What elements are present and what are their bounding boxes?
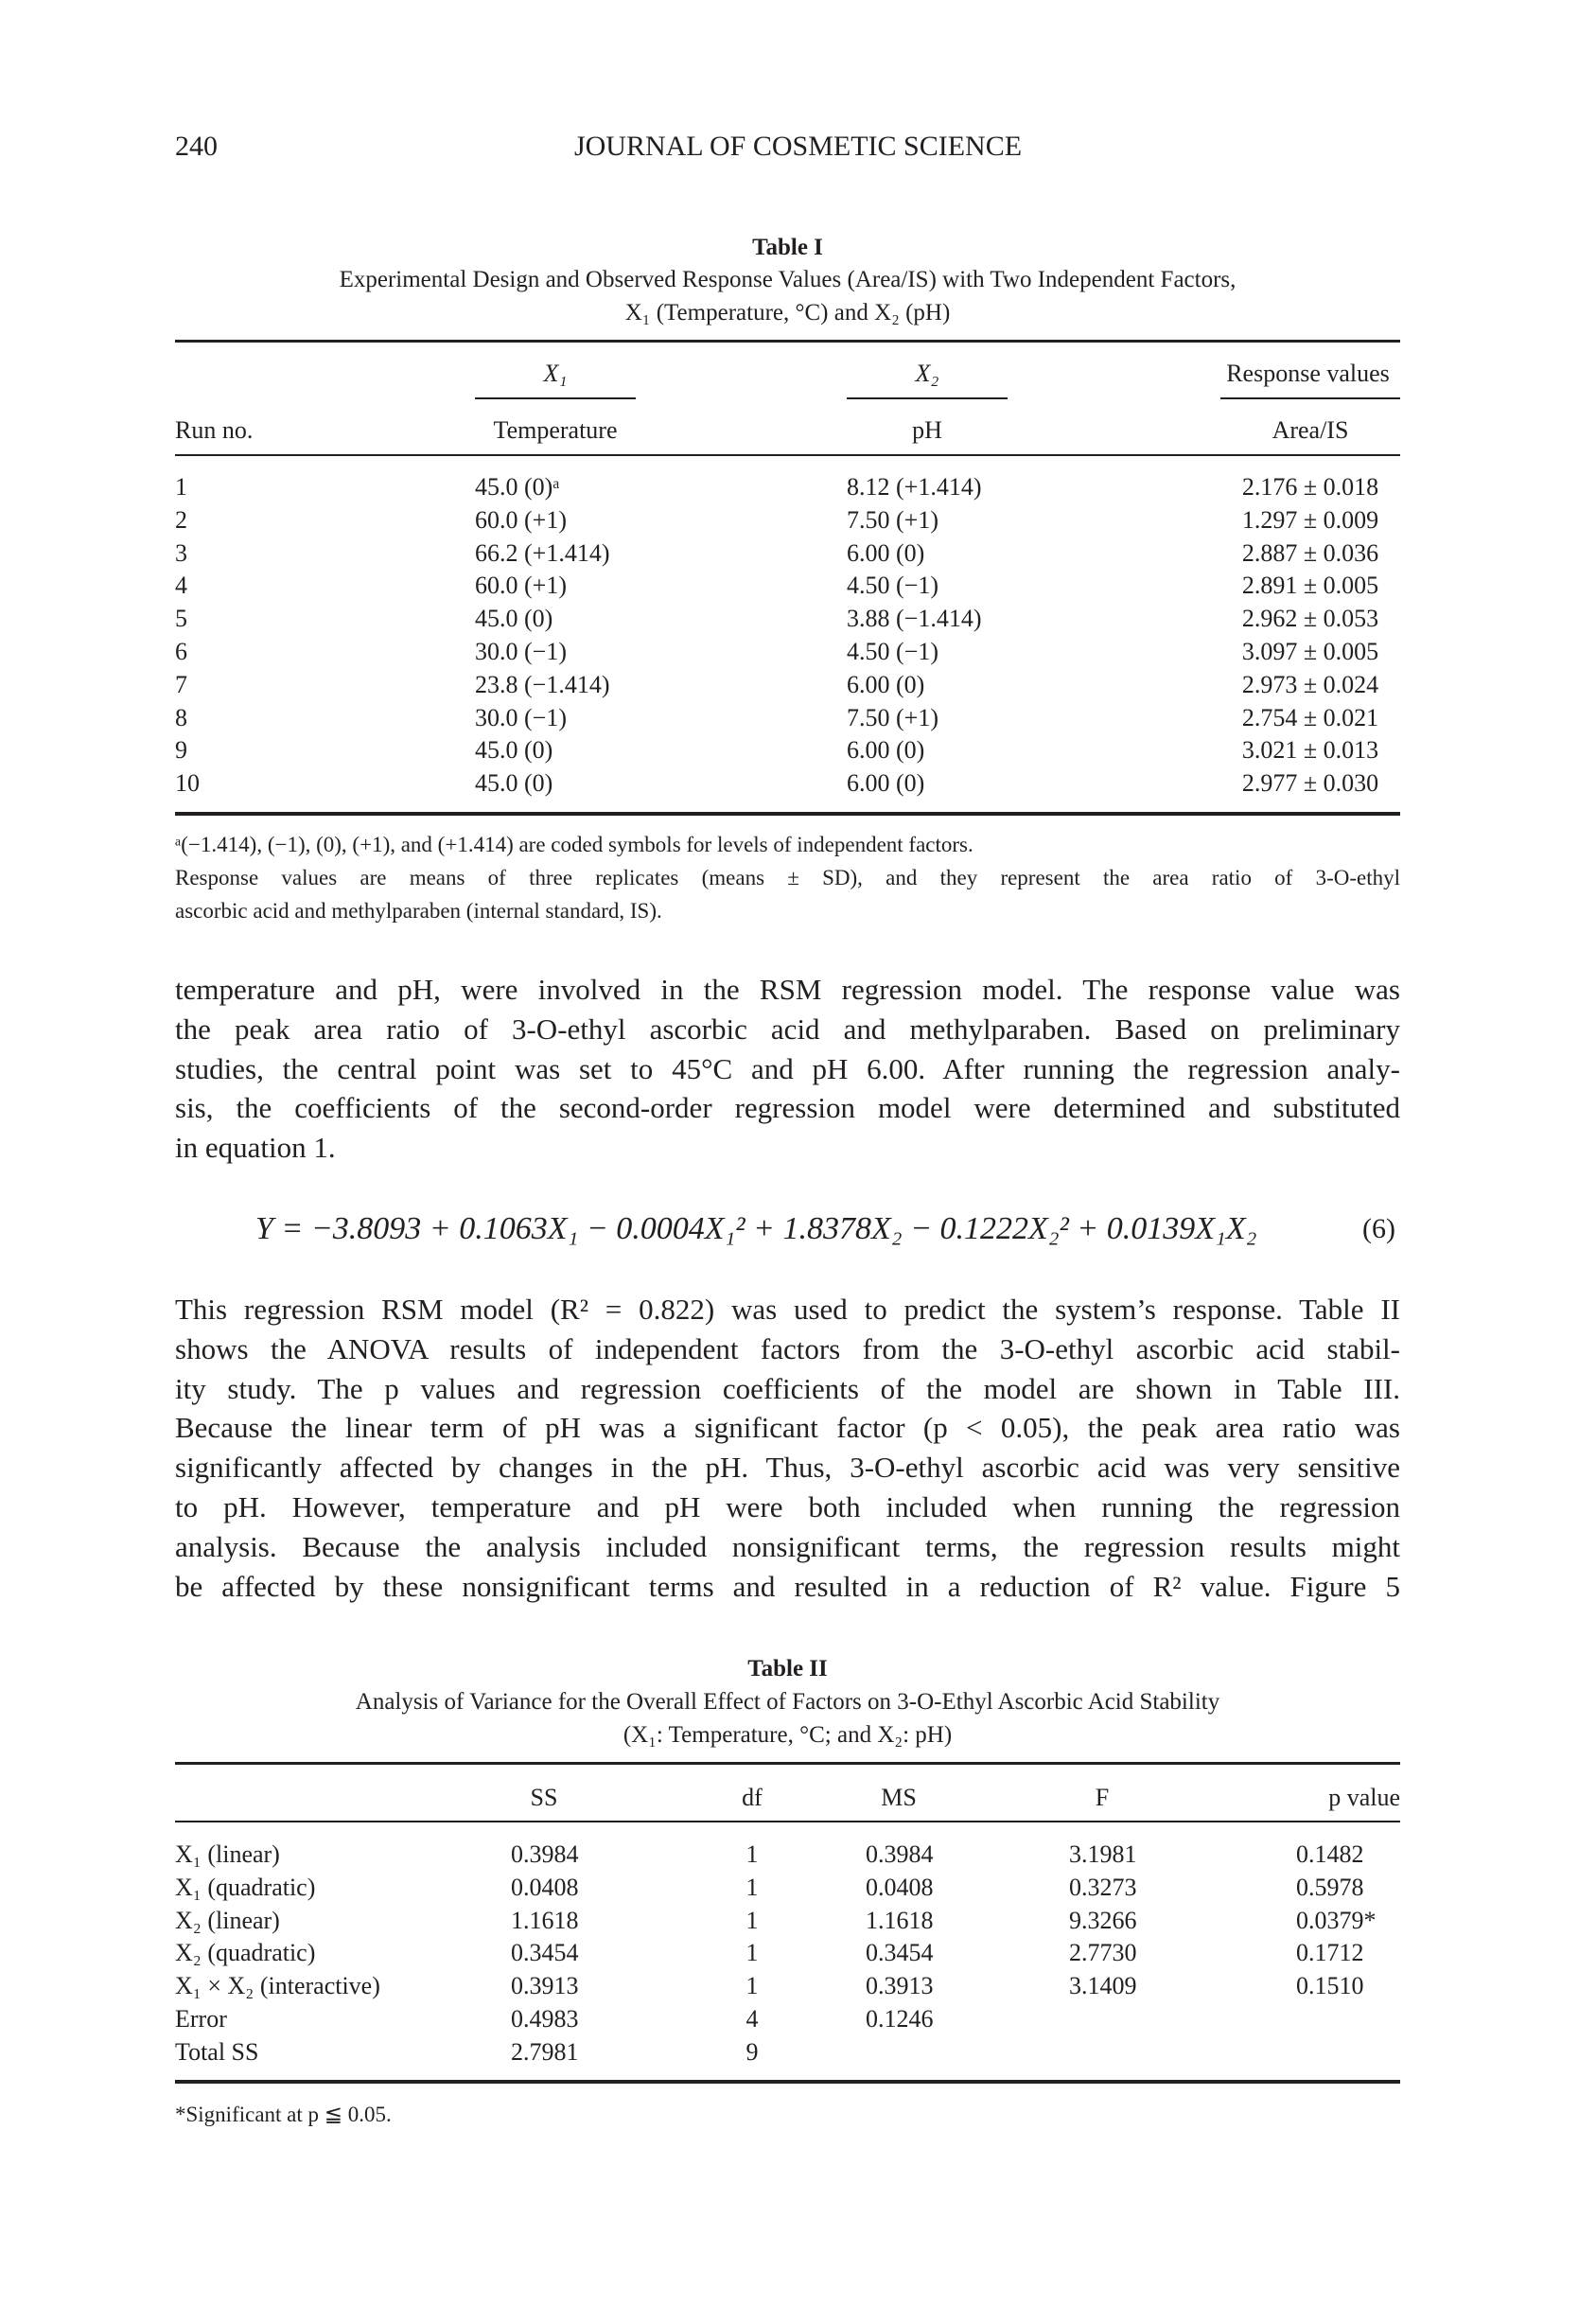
- cell-area-is: 3.021 ± 0.013: [1241, 736, 1379, 765]
- cell-value: 0.3984: [511, 1840, 579, 1868]
- header-underline: [475, 397, 636, 399]
- text-line: studies, the central point was set to 45°C and pH 6.00. After running the regression analy-: [175, 1051, 1400, 1085]
- cell-area-is: 2.176 ± 0.018: [1241, 473, 1379, 501]
- cell-area-is: 2.962 ± 0.053: [1241, 605, 1379, 633]
- cell-ph: 6.00 (0): [847, 736, 925, 765]
- table-rule: [175, 2080, 1400, 2084]
- journal-title: JOURNAL OF COSMETIC SCIENCE: [573, 131, 1023, 162]
- cell-source: X₂ (quadratic): [175, 1939, 316, 1967]
- cell-temperature: 30.0 (−1): [475, 703, 567, 731]
- cell-value: 0.3454: [866, 1939, 934, 1967]
- text-line: shows the ANOVA results of independent factors from the 3-O-ethyl ascorbic acid stabil-: [175, 1331, 1400, 1365]
- cell-temperature: 30.0 (−1): [475, 638, 567, 665]
- equation-text: Y = −3.8093 + 0.1063X₁ − 0.0004X₁² + 1.8378X₂ − 0.1222X₂² + 0.0139X₁X₂: [255, 1211, 1257, 1246]
- cell-temperature: 45.0 (0): [475, 769, 553, 798]
- text-line: be affected by these nonsignificant terms and resulted in a reduction of R² value. Figure 5: [175, 1569, 1400, 1603]
- cell-value: 0.0408: [866, 1873, 934, 1901]
- cell-area-is: 2.891 ± 0.005: [1241, 572, 1379, 600]
- cell-source: Total SS: [175, 2037, 259, 2066]
- cell-value: 1: [745, 1840, 759, 1868]
- cell-ph: 3.88 (−1.414): [847, 605, 982, 633]
- table-2-caption: (X₁: Temperature, °C; and X₂: pH): [623, 1722, 953, 1748]
- cell-value: 0.1246: [866, 2005, 934, 2033]
- cell-temperature: 45.0 (0)ᵃ: [475, 473, 560, 501]
- cell-value: 0.1712: [1296, 1939, 1364, 1967]
- cell-run-no: 1: [175, 473, 187, 501]
- cell-run-no: 2: [175, 505, 187, 534]
- cell-source: X₁ (linear): [175, 1840, 280, 1868]
- cell-value: 0.5978: [1296, 1873, 1364, 1901]
- cell-area-is: 2.977 ± 0.030: [1241, 769, 1379, 798]
- cell-temperature: 45.0 (0): [475, 736, 553, 765]
- cell-ph: 6.00 (0): [847, 670, 925, 698]
- cell-value: 3.1981: [1069, 1840, 1137, 1868]
- cell-source: X₁ (quadratic): [175, 1873, 316, 1901]
- cell-area-is: 1.297 ± 0.009: [1241, 505, 1379, 534]
- cell-ph: 6.00 (0): [847, 538, 925, 567]
- cell-value: 4: [745, 2005, 759, 2033]
- cell-ph: 7.50 (+1): [847, 703, 938, 731]
- page-number: 240: [175, 131, 218, 162]
- table-footnote: ᵃ(−1.414), (−1), (0), (+1), and (+1.414) are coded symbols for levels of independent factors.: [175, 833, 973, 856]
- cell-ph: 4.50 (−1): [847, 572, 938, 600]
- cell-run-no: 10: [175, 769, 200, 798]
- text-line: ity study. The p values and regression coefficients of the model are shown in Table III.: [175, 1371, 1400, 1405]
- cell-value: 0.1510: [1296, 1972, 1364, 2000]
- cell-run-no: 3: [175, 538, 187, 567]
- cell-value: 9.3266: [1069, 1906, 1137, 1934]
- table-1-label: Table I: [752, 235, 823, 260]
- column-header: df: [742, 1784, 763, 1811]
- table-2-caption: Analysis of Variance for the Overall Effect of Factors on 3-O-Ethyl Ascorbic Acid Stability: [355, 1689, 1220, 1715]
- table-footnote: ascorbic acid and methylparaben (internal standard, IS).: [175, 899, 662, 923]
- table-rule: [175, 1821, 1400, 1822]
- cell-run-no: 5: [175, 605, 187, 633]
- cell-ph: 7.50 (+1): [847, 505, 938, 534]
- cell-run-no: 7: [175, 670, 187, 698]
- cell-value: 0.0408: [511, 1873, 579, 1901]
- text-line: This regression RSM model (R² = 0.822) was used to predict the system’s response. Table II: [175, 1293, 1400, 1326]
- text-line: significantly affected by changes in the pH. Thus, 3-O-ethyl ascorbic acid was very sensitive: [175, 1451, 1400, 1485]
- table-footnote: Response values are means of three replicates (means ± SD), and they represent the area ratio of 3-O-ethyl: [175, 866, 1400, 889]
- cell-source: Error: [175, 2005, 227, 2033]
- cell-ph: 6.00 (0): [847, 769, 925, 798]
- cell-value: 1: [745, 1972, 759, 2000]
- cell-value: 0.3913: [866, 1972, 934, 2000]
- table-rule: [175, 340, 1400, 343]
- text-line: sis, the coefficients of the second-order regression model were determined and substituted: [175, 1091, 1400, 1125]
- cell-run-no: 4: [175, 572, 187, 600]
- cell-value: 2.7981: [511, 2037, 579, 2066]
- cell-value: 0.3273: [1069, 1873, 1137, 1901]
- column-header: Temperature: [493, 416, 618, 444]
- cell-value: 0.3454: [511, 1939, 579, 1967]
- cell-area-is: 2.887 ± 0.036: [1241, 538, 1379, 567]
- column-header: MS: [881, 1784, 917, 1811]
- header-underline: [847, 397, 1008, 399]
- table-rule: [175, 1762, 1400, 1765]
- text-line: analysis. Because the analysis included nonsignificant terms, the regression results might: [175, 1529, 1400, 1563]
- column-header: p value: [1328, 1784, 1400, 1811]
- text-line: in equation 1.: [175, 1131, 336, 1165]
- cell-value: 2.7730: [1069, 1939, 1137, 1967]
- cell-value: 0.4983: [511, 2005, 579, 2033]
- table-footnote: *Significant at p ≦ 0.05.: [175, 2103, 392, 2126]
- column-header: Area/IS: [1272, 416, 1349, 444]
- group-header: Response values: [1226, 360, 1390, 387]
- text-line: temperature and pH, were involved in the RSM regression model. The response value was: [175, 973, 1400, 1006]
- equation-number: (6): [1362, 1213, 1395, 1244]
- cell-ph: 8.12 (+1.414): [847, 473, 982, 501]
- text-line: Because the linear term of pH was a significant factor (p < 0.05), the peak area ratio was: [175, 1411, 1400, 1445]
- cell-ph: 4.50 (−1): [847, 638, 938, 665]
- cell-value: 0.0379*: [1296, 1906, 1377, 1934]
- cell-run-no: 9: [175, 736, 187, 765]
- cell-temperature: 60.0 (+1): [475, 572, 567, 600]
- cell-value: 1.1618: [511, 1906, 579, 1934]
- column-header: pH: [912, 416, 942, 444]
- cell-temperature: 66.2 (+1.414): [475, 538, 610, 567]
- cell-area-is: 2.973 ± 0.024: [1241, 670, 1379, 698]
- cell-run-no: 8: [175, 703, 187, 731]
- column-header: F: [1095, 1784, 1110, 1811]
- table-rule: [175, 812, 1400, 816]
- table-1-caption: Experimental Design and Observed Response Values (Area/IS) with Two Independent Factors,: [339, 267, 1236, 292]
- cell-temperature: 60.0 (+1): [475, 505, 567, 534]
- text-line: to pH. However, temperature and pH were both included when running the regression: [175, 1490, 1400, 1523]
- column-header: SS: [530, 1784, 558, 1811]
- cell-value: 1.1618: [866, 1906, 934, 1934]
- header-underline: [1220, 397, 1400, 399]
- cell-value: 0.3913: [511, 1972, 579, 2000]
- cell-temperature: 45.0 (0): [475, 605, 553, 633]
- cell-area-is: 2.754 ± 0.021: [1241, 703, 1379, 731]
- text-line: the peak area ratio of 3-O-ethyl ascorbic acid and methylparaben. Based on preliminary: [175, 1012, 1400, 1046]
- table-rule: [175, 454, 1400, 456]
- cell-value: 9: [745, 2037, 759, 2066]
- group-header: X₂: [915, 360, 939, 387]
- column-header: Run no.: [175, 416, 254, 444]
- cell-source: X₂ (linear): [175, 1906, 280, 1934]
- cell-value: 0.1482: [1296, 1840, 1364, 1868]
- cell-value: 1: [745, 1939, 759, 1967]
- table-1-caption: X₁ (Temperature, °C) and X₂ (pH): [624, 300, 951, 326]
- table-2-label: Table II: [747, 1656, 828, 1681]
- cell-temperature: 23.8 (−1.414): [475, 670, 610, 698]
- cell-value: 1: [745, 1906, 759, 1934]
- cell-area-is: 3.097 ± 0.005: [1241, 638, 1379, 665]
- cell-source: X₁ × X₂ (interactive): [175, 1972, 380, 2000]
- group-header: X₁: [543, 360, 568, 387]
- cell-run-no: 6: [175, 638, 187, 665]
- cell-value: 0.3984: [866, 1840, 934, 1868]
- cell-value: 1: [745, 1873, 759, 1901]
- cell-value: 3.1409: [1069, 1972, 1137, 2000]
